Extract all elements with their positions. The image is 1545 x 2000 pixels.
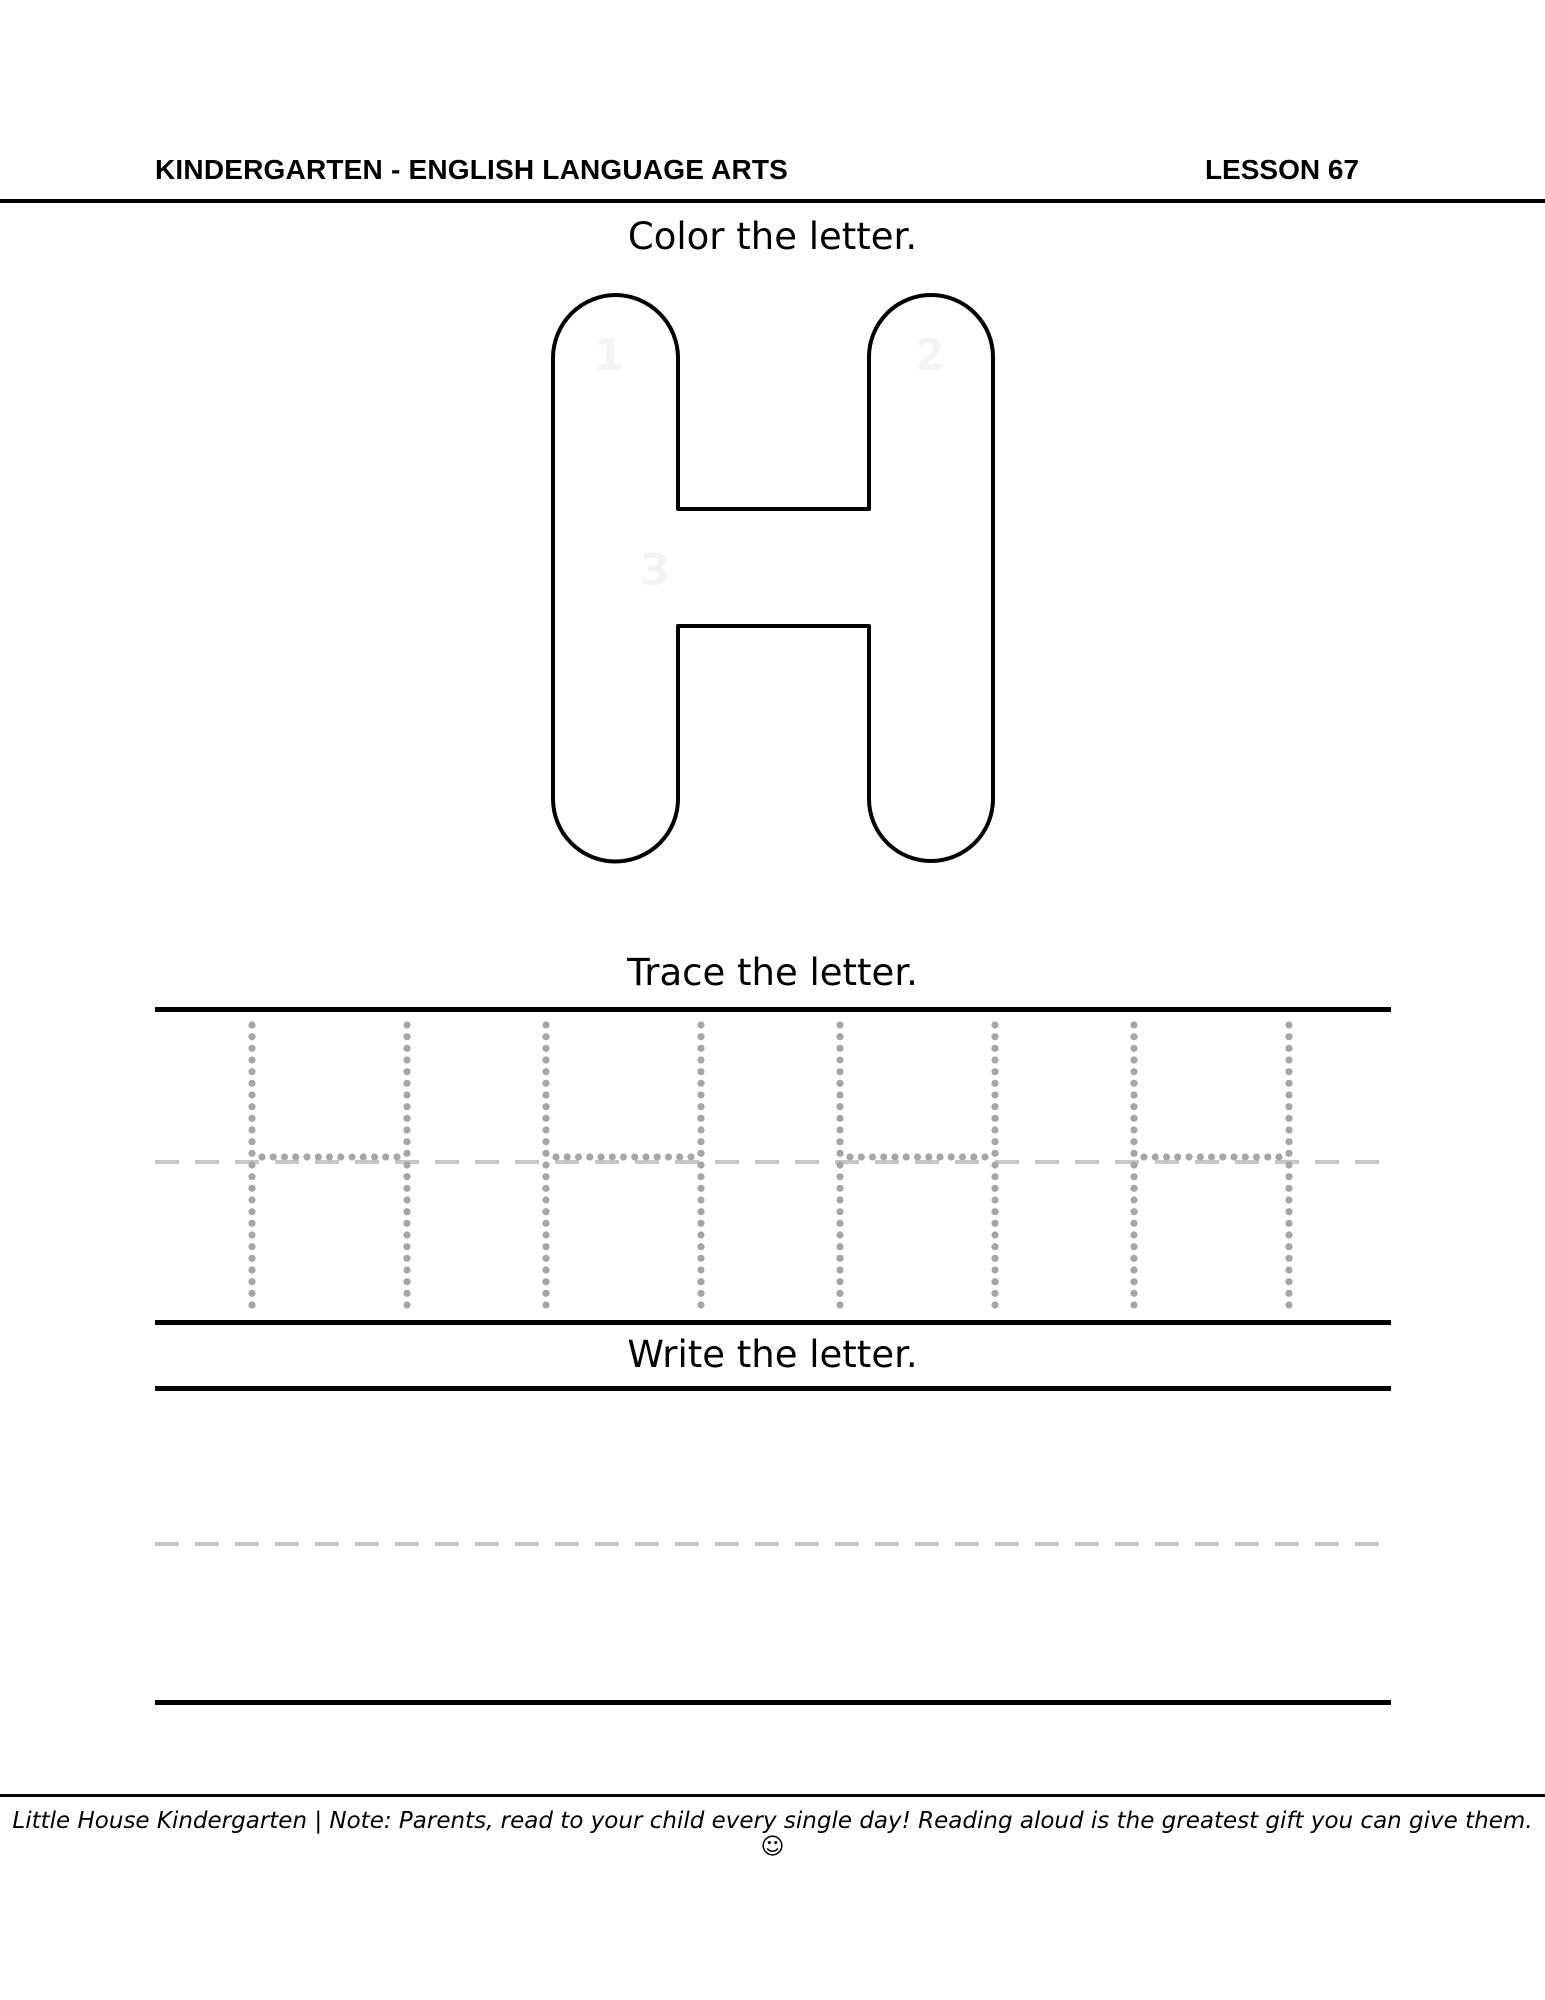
- color-section-heading: Color the letter.: [627, 215, 918, 258]
- stroke-number-1: 1: [593, 330, 625, 381]
- footer-divider: [0, 1794, 1545, 1797]
- write-bottom-line: [155, 1700, 1391, 1705]
- stroke-number-3: 3: [639, 545, 671, 596]
- lesson-number: LESSON 67: [1204, 154, 1359, 185]
- trace-section-heading: Trace the letter.: [627, 951, 918, 994]
- worksheet-subject-title: KINDERGARTEN - ENGLISH LANGUAGE ARTS: [155, 154, 789, 185]
- write-section-heading: Write the letter.: [627, 1333, 918, 1376]
- footer-note: Little House Kindergarten | Note: Parents, read to your child every single day! Reading aloud is the greatest gift you can give them. ☺: [12, 1808, 1533, 1860]
- stroke-number-2: 2: [914, 330, 946, 381]
